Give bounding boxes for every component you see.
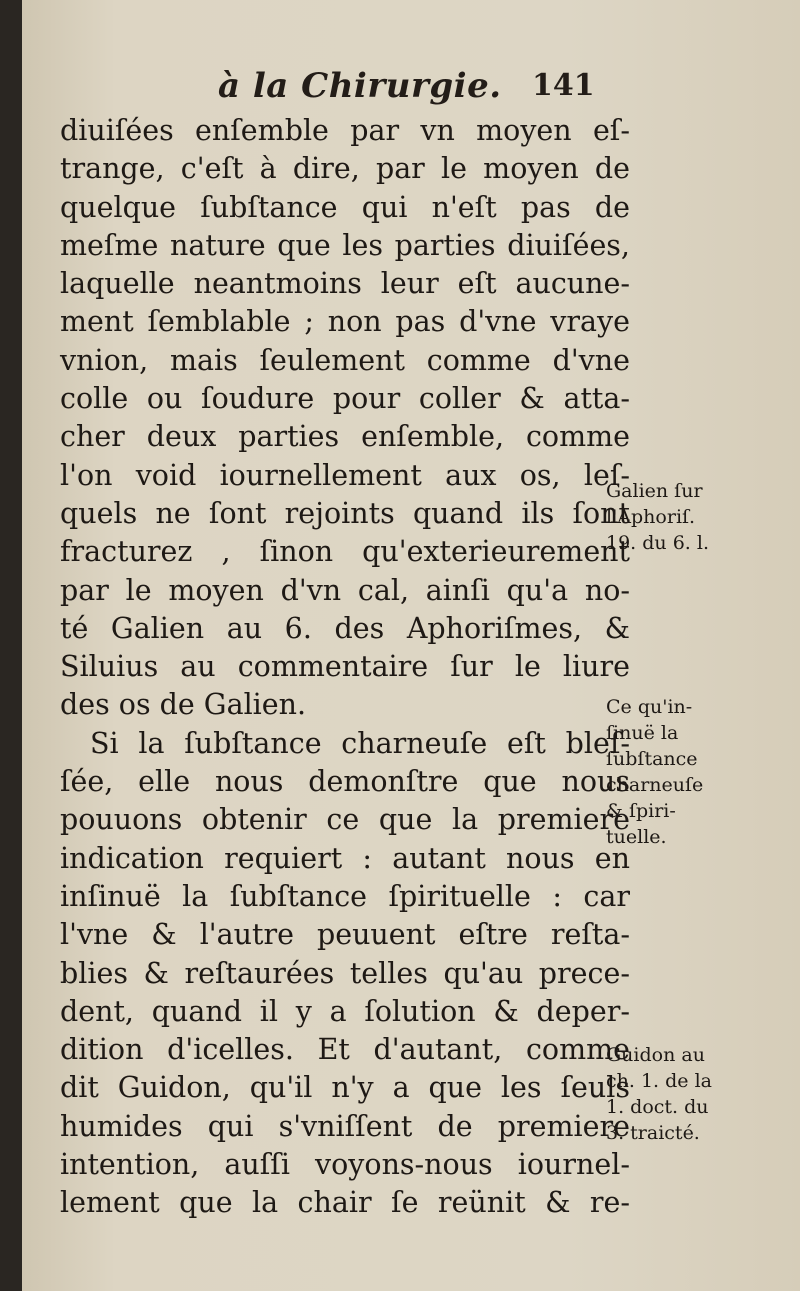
text-line: fracturez , ſinon qu'exterieurement [60,535,630,569]
page-header [22,66,800,116]
text-line: colle ou ſoudure pour coller & atta- [60,382,630,416]
text-line: humides qui s'vniſſent de premiere [60,1109,630,1143]
margin-note-line: Guidon au [606,1044,705,1066]
text-line: dition d'icelles. Et d'autant, comme [60,1033,630,1067]
margin-note-line: ch. 1. de la [606,1070,712,1092]
text-line: diuiſées enſemble par vn moyen eſ- [60,114,630,147]
text-line: blies & reſtaurées telles qu'au prece- [60,956,630,990]
text-line: dent, quand il y a ſolution & deper- [60,994,630,1028]
text-line: laquelle neantmoins leur eſt aucune- [60,267,630,301]
margin-note-line: 3. traicté. [606,1122,700,1144]
text-line: quels ne ſont rejoints quand ils ſont [60,496,630,530]
main-text-block [60,112,630,1223]
margin-note-line: Ce qu'in- [606,696,693,718]
margin-note-guidon [606,1042,791,1146]
page-number: 141 [532,68,595,103]
text-line: intention, auſſi voyons-nous iournel- [60,1148,630,1182]
margin-note-line: 19. du 6. l. [606,532,709,554]
margin-note-galien [606,478,791,556]
text-line: trange, c'eſt à dire, par le moyen de [60,152,630,186]
text-line: par le moyen d'vn cal, ainſi qu'a no- [60,573,630,607]
text-line: ment ſemblable ; non pas d'vne vraye [60,305,630,339]
margin-note-line: & ſpiri- [606,800,676,822]
book-page [22,0,800,1291]
margin-note-line: charneuſe [606,774,704,796]
text-line: l'vne & l'autre peuuent eſtre reſta- [60,918,630,952]
running-title: à la Chirurgie. [218,66,502,106]
text-line: pouuons obtenir ce que la premiere [60,803,630,837]
text-line: inſinuë la ſubſtance ſpirituelle : car [60,879,630,913]
text-line: meſme nature que les parties diuiſées, [60,228,630,262]
margin-note-line: 1. doct. du [606,1096,709,1118]
text-line: Si la ſubſtance charneuſe eſt bleſ- [90,726,630,760]
text-line: quelque ſubſtance qui n'eſt pas de [60,190,630,224]
margin-note-substance [606,694,791,850]
text-line: indication requiert : autant nous en [60,841,630,875]
text-line: des os de Galien. [60,688,307,722]
text-line: té Galien au 6. des Aphoriſmes, & [60,611,630,645]
text-line: dit Guidon, qu'il n'y a que les ſeuls [60,1071,630,1105]
margin-note-line: ſinuë la [606,722,679,744]
text-line: ſée, elle nous demonſtre que nous [60,765,630,799]
text-line: Siluius au commentaire ſur le liure [60,650,630,684]
margin-note-line: tuelle. [606,826,667,848]
text-line: l'on void iournellement aux os, leſ- [60,458,630,492]
margin-note-line: l'Aphoriſ. [606,506,696,528]
text-line: cher deux parties enſemble, comme [60,420,630,454]
text-line: lement que la chair ſe reünit & re- [60,1186,630,1220]
margin-note-line: Galien ſur [606,480,703,502]
margin-note-line: ſubſtance [606,748,698,770]
text-line: vnion, mais ſeulement comme d'vne [60,343,630,377]
